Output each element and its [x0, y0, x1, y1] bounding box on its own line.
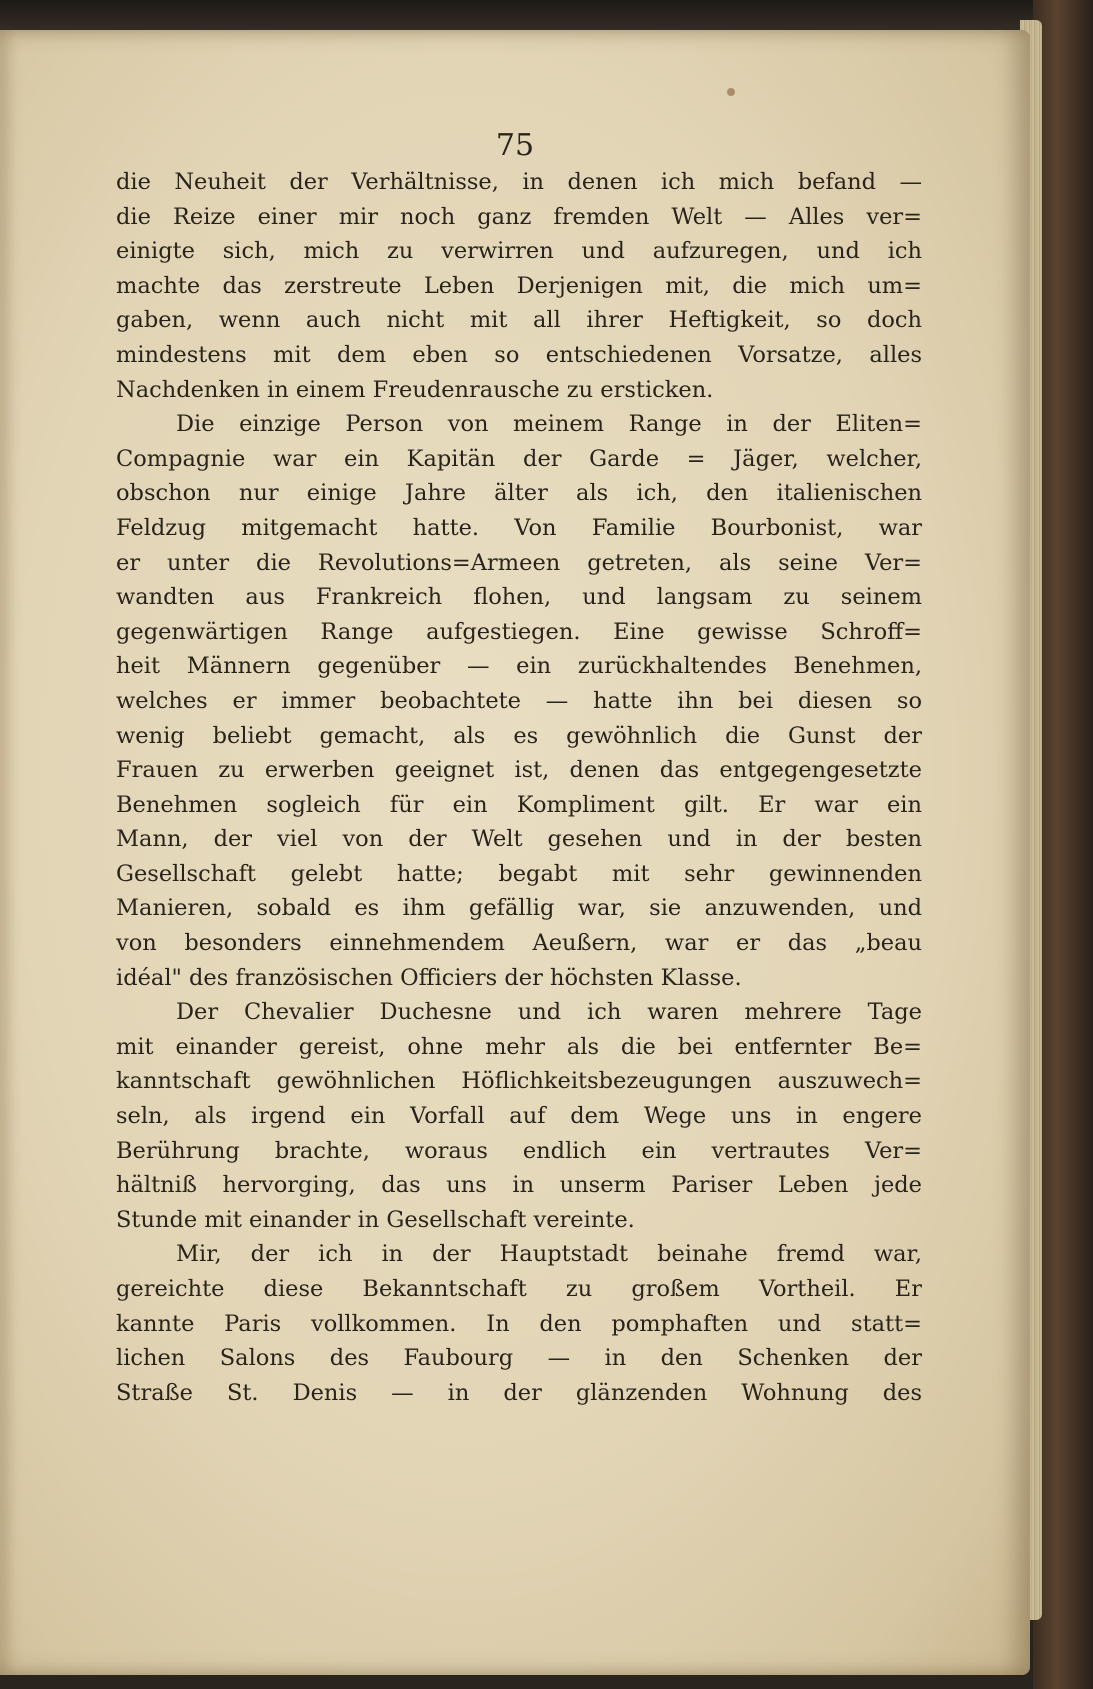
text-line: kanntschaft gewöhnlichen Höflichkeitsbezeugungen auszuwech= [116, 1068, 922, 1095]
text-line: Feldzug mitgemacht hatte. Von Familie Bourbonist, war [116, 514, 922, 541]
text-line: Compagnie war ein Kapitän der Garde = Jäger, welcher, [116, 445, 922, 472]
text-line: wandten aus Frankreich flohen, und langsam zu seinem [116, 584, 922, 611]
text-line: obschon nur einige Jahre älter als ich, den italienischen [116, 480, 922, 507]
text-line: seln, als irgend ein Vorfall auf dem Wege uns in engere [116, 1103, 922, 1130]
text-line: lichen Salons des Faubourg — in den Schenken der [116, 1345, 922, 1372]
text-line: Gesellschaft gelebt hatte; begabt mit sehr gewinnenden [116, 860, 922, 887]
text-line: machte das zerstreute Leben Derjenigen mit, die mich um= [116, 272, 922, 299]
text-line: Manieren, sobald es ihm gefällig war, sie anzuwenden, und [116, 895, 922, 922]
text-line: kannte Paris vollkommen. In den pomphaften und statt= [116, 1310, 922, 1337]
text-line: welches er immer beobachtete — hatte ihn bei diesen so [116, 687, 922, 714]
text-line: die Reize einer mir noch ganz fremden Welt — Alles ver= [116, 203, 922, 230]
text-line: gaben, wenn auch nicht mit all ihrer Heftigkeit, so doch [116, 307, 922, 334]
text-line: Der Chevalier Duchesne und ich waren mehrere Tage [176, 999, 922, 1026]
text-line: heit Männern gegenüber — ein zurückhaltendes Benehmen, [116, 653, 922, 680]
text-line: Straße St. Denis — in der glänzenden Wohnung des [116, 1379, 922, 1406]
text-line: Die einzige Person von meinem Range in der Eliten= [176, 411, 922, 438]
text-line: Nachdenken in einem Freudenrausche zu ersticken. [116, 376, 714, 403]
text-line: einigte sich, mich zu verwirren und aufzuregen, und ich [116, 238, 922, 265]
text-line: wenig beliebt gemacht, als es gewöhnlich die Gunst der [116, 722, 922, 749]
text-line: Stunde mit einander in Gesellschaft vereinte. [116, 1206, 635, 1233]
text-line: idéal" des französischen Officiers der höchsten Klasse. [116, 964, 742, 991]
text-line: er unter die Revolutions=Armeen getreten, als seine Ver= [116, 549, 922, 576]
text-line: Mann, der viel von der Welt gesehen und in der besten [116, 826, 922, 853]
ink-smudge [727, 88, 735, 96]
text-line: gegenwärtigen Range aufgestiegen. Eine gewisse Schroff= [116, 618, 922, 645]
text-line: Frauen zu erwerben geeignet ist, denen das entgegengesetzte [116, 757, 922, 784]
text-line: Benehmen sogleich für ein Kompliment gilt. Er war ein [116, 791, 922, 818]
body-text [116, 165, 922, 1410]
text-line: die Neuheit der Verhältnisse, in denen ich mich befand — [116, 169, 922, 195]
text-line: mit einander gereist, ohne mehr als die bei entfernter Be= [116, 1033, 922, 1060]
text-line: gereichte diese Bekanntschaft zu großem Vortheil. Er [116, 1276, 922, 1302]
page-number: 75 [495, 128, 535, 163]
text-line: hältniß hervorging, das uns in unserm Pariser Leben jede [116, 1172, 922, 1199]
text-line: Mir, der ich in der Hauptstadt beinahe fremd war, [176, 1241, 922, 1268]
text-line: mindestens mit dem eben so entschiedenen Vorsatze, alles [116, 341, 922, 368]
text-line: Berührung brachte, woraus endlich ein vertrautes Ver= [116, 1137, 922, 1164]
book-cover-right-edge [1033, 0, 1093, 1689]
text-line: von besonders einnehmendem Aeußern, war er das „beau [116, 930, 922, 957]
